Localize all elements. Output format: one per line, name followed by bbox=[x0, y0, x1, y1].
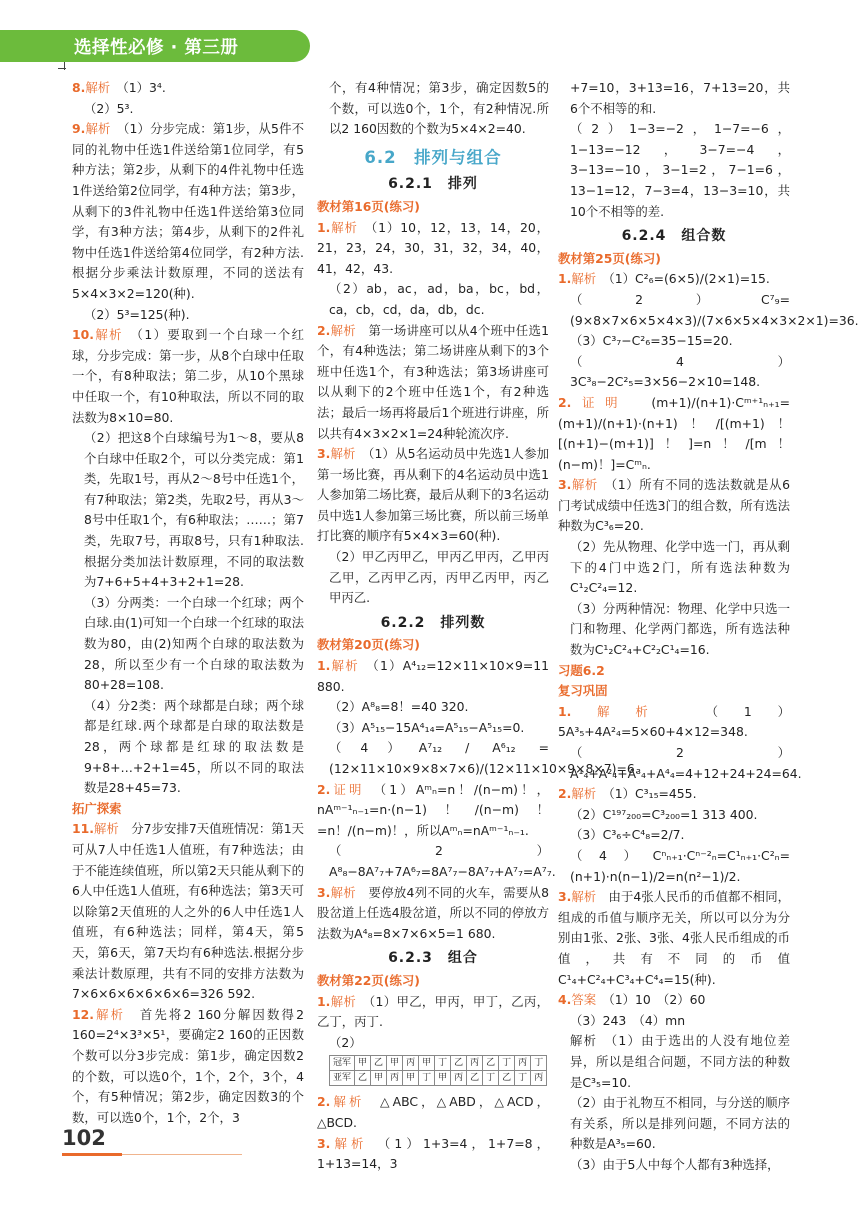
header-banner bbox=[0, 30, 310, 62]
answer-continuation: （3）C³₆÷C⁴₈=2/7. bbox=[570, 827, 685, 843]
answer-text: （1）所有不同的选法数就是从6门考试成绩中任选3门的组合数，所有选法种数为C³₆=20. bbox=[558, 477, 790, 534]
answer-label: 解析 bbox=[85, 80, 123, 95]
table-row bbox=[330, 1056, 547, 1071]
table-cell: 冠军 bbox=[330, 1056, 355, 1071]
answer-label: 解析 bbox=[571, 786, 609, 802]
subsection-heading: 6.2.3 组合 bbox=[388, 950, 478, 967]
page-number-underline bbox=[62, 1153, 122, 1156]
answer-text: （1）1+3=4，1+7=8，1+13=14，3 bbox=[317, 1135, 549, 1172]
answer-number: 3. bbox=[558, 889, 572, 905]
answer-continuation: （2）ab，ac，ad，ba，bc，bd，ca，cb，cd，da，db，dc. bbox=[329, 281, 549, 317]
answer-item bbox=[317, 992, 549, 1033]
match-table bbox=[329, 1055, 547, 1086]
table-cell: 丙 bbox=[387, 1071, 403, 1086]
answer-label: 解析 bbox=[330, 219, 372, 235]
answer-item bbox=[558, 475, 790, 537]
answer-text: （1）Aᵐₙ=n！/(n−m)！，nAᵐ⁻¹ₙ₋₁=n·(n−1)！/(n−m)！=n！/(n−m)！，所以Aᵐₙ=nAᵐ⁻¹ₙ₋₁. bbox=[317, 781, 549, 838]
table-cell: 乙 bbox=[371, 1056, 387, 1071]
answer-number: 3. bbox=[317, 1135, 331, 1151]
answer-label: 解析 bbox=[330, 1135, 385, 1151]
table-cell: 丁 bbox=[515, 1071, 531, 1086]
answer-continuation: （2）1−3=−2，1−7=−6，1−13=−12，3−7=−4，3−13=−10，3−1=2，7−1=6，13−1=12，7−3=4，13−3=10，共10个不相等的差. bbox=[570, 121, 790, 219]
table-cell: 丁 bbox=[435, 1056, 451, 1071]
answer-item bbox=[317, 1134, 549, 1175]
answer-number: 2. bbox=[558, 394, 572, 410]
table-cell: 丁 bbox=[499, 1056, 515, 1071]
table-cell: 丁 bbox=[483, 1071, 499, 1086]
table-cell: 乙 bbox=[451, 1056, 467, 1071]
answer-number: 3. bbox=[317, 446, 331, 462]
answer-text: （1）要取到一个白球一个红球，分步完成：第一步，从8个白球中任取一个，有8种取法；第二步，从10个黑球中任取一个，有10种取法，所以不同的取法数为8×10=80. bbox=[72, 327, 304, 425]
answer-continuation: （2）5³. bbox=[84, 100, 134, 116]
answer-continuation: （3）A⁵₁₅−15A⁴₁₄=A⁵₁₅−A⁵₁₅=0. bbox=[329, 719, 525, 735]
answer-text: （1）3⁴. bbox=[122, 80, 166, 95]
answer-continuation: （3）分两种情况：物理、化学中只选一门和物理、化学两门都选，所有选法种数为C¹₂C²₄+C²₂C¹₄=16. bbox=[570, 600, 790, 658]
book-title: 选择性必修 · 第三册 bbox=[74, 38, 239, 58]
answer-number: 9. bbox=[72, 121, 86, 137]
answer-label: 解析 bbox=[330, 1094, 380, 1110]
answer-continuation: （3）C³₇−C²₆=35−15=20. bbox=[570, 333, 733, 349]
answer-item bbox=[317, 883, 549, 945]
answer-label: 解析 bbox=[330, 322, 369, 338]
answer-number: 1. bbox=[317, 219, 331, 235]
column-right bbox=[558, 78, 859, 1175]
answer-item bbox=[72, 325, 304, 428]
answer-continuation: （4）A⁷₁₂ / A⁶₁₂ = (12×11×10×9×8×7×6)/(12×11×10×9×8×7)=6. bbox=[329, 740, 639, 776]
answer-item bbox=[317, 218, 549, 280]
subsection-heading: 6.2.4 组合数 bbox=[621, 228, 727, 245]
answer-text: （1）C³₁₅=455. bbox=[608, 786, 697, 802]
exercise-label: 习题6.2 bbox=[558, 662, 605, 678]
page-number: 102 bbox=[62, 1126, 106, 1150]
table-cell: 乙 bbox=[499, 1071, 515, 1086]
column-left bbox=[72, 78, 304, 1128]
answer-label: 解析 bbox=[571, 271, 609, 287]
footer-rule bbox=[122, 1154, 242, 1155]
exercise-label: 拓广探索 bbox=[72, 800, 122, 816]
answer-continuation: （2）A¹₄+A²₄+A³₄+A⁴₄=4+12+24+24=64. bbox=[570, 745, 802, 781]
table-cell: 亚军 bbox=[330, 1071, 355, 1086]
subsection-heading: 6.2.2 排列数 bbox=[380, 614, 486, 631]
exercise-label: 复习巩固 bbox=[558, 683, 608, 699]
answer-label: 解析 bbox=[571, 703, 712, 719]
answer-continuation: （4）Cⁿₙ₊₁·Cⁿ⁻²ₙ=C¹ₙ₊₁·C²ₙ=(n+1)·n(n−1)/2=n(n²−1)/2. bbox=[570, 847, 790, 884]
table-cell: 乙 bbox=[467, 1071, 483, 1086]
answer-label: 解析 bbox=[330, 446, 369, 462]
answer-item bbox=[558, 269, 790, 290]
answer-label: 解析 bbox=[85, 121, 124, 137]
answer-item bbox=[72, 819, 304, 1004]
answer-label: 解析 bbox=[330, 993, 369, 1009]
answer-label: 解析 bbox=[93, 821, 132, 837]
table-cell: 甲 bbox=[403, 1071, 419, 1086]
table-cell: 丙 bbox=[531, 1071, 547, 1086]
answer-continuation: （2）把这8个白球编号为1～8，要从8个白球中任取2个，可以分类完成：第1类，先取1号，再从2～8号中任选1个，有7种取法；第2类，先取2号，再从3～8号中任取1个，有6种取法；……；第7类，先取7号，再取8号，只有1种取法.根据分类加法计数原理，不同的取法数为7+6+5+4+3+2+1=28. bbox=[84, 430, 304, 590]
exercise-label: 教材第16页(练习) bbox=[317, 198, 420, 214]
answer-continuation: 个，有4种情况；第3步，确定因数5的个数，可以选0个，1个，有2种情况.所以2 160因数的个数为5×4×2=40. bbox=[329, 80, 549, 137]
crop-mark bbox=[64, 62, 65, 70]
table-cell: 甲 bbox=[387, 1056, 403, 1071]
answer-item bbox=[317, 444, 549, 547]
answer-item bbox=[72, 1005, 304, 1129]
answer-item bbox=[317, 321, 549, 445]
answer-text: (m+1)/(n+1)·Cᵐ⁺¹ₙ₊₁=(m+1)/(n+1)·(n+1)！/[(m+1)！[(n+1)−(m+1)]！]=n！/[m！(n−m)！]=Cᵐₙ. bbox=[558, 394, 790, 472]
table-cell: 乙 bbox=[355, 1071, 371, 1086]
answer-number: 3. bbox=[317, 884, 331, 900]
answer-text: 首先将2 160分解因数得2 160=2⁴×3³×5¹，要确定2 160的正因数个数可以分3步完成：第1步，确定因数2的个数，可以选0个，1个，2个，3个，4个，有5种情况；第2步，确定因数3的个数，可以选0个，1个，2个，3 bbox=[72, 1006, 305, 1125]
answer-label: 证明 bbox=[330, 781, 380, 797]
table-cell: 丙 bbox=[515, 1056, 531, 1071]
table-cell: 甲 bbox=[435, 1071, 451, 1086]
answer-number: 10. bbox=[72, 327, 94, 343]
answer-number: 2. bbox=[558, 786, 572, 802]
answer-item bbox=[72, 119, 304, 304]
answer-item bbox=[558, 887, 790, 990]
answer-continuation: （2）C¹⁹⁷₂₀₀=C³₂₀₀=1 313 400. bbox=[570, 806, 758, 822]
answer-label: 解析 bbox=[93, 327, 137, 343]
answer-label: 解析 bbox=[571, 889, 609, 905]
answer-number: 1. bbox=[317, 993, 331, 1009]
answer-continuation: （3）由于5人中每个人都有3种选择， bbox=[570, 1156, 780, 1172]
answer-text: （1）A⁴₁₂=12×11×10×9=11 880. bbox=[317, 658, 550, 694]
answer-continuation: （2）C⁷₉=(9×8×7×6×5×4×3)/(7×6×5×4×3×2×1)=36. bbox=[570, 291, 859, 328]
exercise-label: 教材第22页(练习) bbox=[317, 972, 420, 988]
answer-number: 12. bbox=[72, 1006, 94, 1022]
answer-text: 要停放4列不同的火车，需要从8股岔道上任选4股岔道，所以不同的停放方法数为A⁴₈=8×7×6×5=1 680. bbox=[317, 884, 549, 941]
table-cell: 丙 bbox=[451, 1071, 467, 1086]
answer-number: 1. bbox=[558, 703, 572, 719]
answer-number: 2. bbox=[317, 322, 331, 338]
answer-text: （1）从5名运动员中先选1人参加第一场比赛，再从剩下的4名运动员中选1人参加第二场比赛，最后从剩下的3名运动员中选1人参加第三场比赛，所以前三场单打比赛的顺序有5×4×3=60(种). bbox=[317, 446, 549, 544]
answer-number: 8. bbox=[72, 80, 86, 95]
table-cell: 丙 bbox=[403, 1056, 419, 1071]
answer-item bbox=[72, 78, 304, 99]
answer-number: 2. bbox=[317, 1094, 331, 1110]
answer-number: 4. bbox=[558, 992, 572, 1008]
answer-number: 11. bbox=[72, 821, 94, 837]
answer-continuation: 解析 （1）由于选出的人没有地位差异，所以是组合问题，不同方法的种数是C³₅=10. bbox=[570, 1033, 790, 1090]
answer-number: 1. bbox=[558, 271, 572, 287]
answer-item bbox=[317, 656, 549, 697]
answer-item bbox=[558, 784, 790, 805]
answer-continuation: +7=10，3+13=16，7+13=20，共6个不相等的和. bbox=[570, 80, 790, 116]
table-cell: 甲 bbox=[371, 1071, 387, 1086]
table-cell: 乙 bbox=[483, 1056, 499, 1071]
answer-label: 解析 bbox=[330, 658, 373, 674]
answer-label: 答案 bbox=[571, 992, 609, 1008]
table-cell: 丙 bbox=[467, 1056, 483, 1071]
answer-number: 2. bbox=[317, 781, 331, 797]
answer-label: 解析 bbox=[330, 884, 369, 900]
answer-text: 分7步安排7天值班情况：第1天可从7人中任选1人值班，有7种选法；由于不能连续值班，所以第2天只能从剩下的6人中任选1人值班，有6种选法；第3天可以除第2天值班的人之外的6人中任选1人值班，有6种选法；同样，第4天，第5天，第6天，第7天均有6种选法.根据分步乘法计数原理，共有不同的安排方法数为7×6×6×6×6×6×6=326 592. bbox=[72, 821, 305, 1002]
answer-item bbox=[317, 780, 549, 842]
table-cell: 甲 bbox=[419, 1056, 435, 1071]
answer-continuation: （2）A⁸₈=8！=40 320. bbox=[329, 699, 469, 715]
answer-item bbox=[317, 1092, 549, 1133]
answer-continuation: （4）3C³₈−2C²₅=3×56−2×10=148. bbox=[570, 353, 790, 390]
answer-continuation: （2） bbox=[329, 1034, 362, 1050]
table-cell: 甲 bbox=[355, 1056, 371, 1071]
table-row bbox=[330, 1071, 547, 1086]
answer-item bbox=[558, 990, 790, 1011]
subsection-heading: 6.2.1 排列 bbox=[388, 176, 478, 193]
answer-continuation: （2）先从物理、化学中选一门，再从剩下的4门中选2门，所有选法种数为C¹₂C²₄=12. bbox=[570, 539, 790, 596]
answer-continuation: （2）A⁸₈−8A⁷₇+7A⁶₇=8A⁷₇−8A⁷₇+A⁷₇=A⁷₇. bbox=[329, 843, 556, 879]
answer-label: 解析 bbox=[571, 477, 611, 493]
answer-text: △ABC，△ABD，△ACD，△BCD. bbox=[317, 1094, 550, 1130]
answer-item bbox=[558, 702, 790, 743]
answer-text: （1）分步完成：第1步，从5件不同的礼物中任选1件送给第1位同学，有5种方法；第2步，从剩下的4件礼物中任选1件送给第2位同学，有4种方法；第3步，从剩下的3件礼物中任选1件送给第3位同学，有3种方法；第4步，从剩下的2件礼物中任选1件送给第4位同学，有2种方法.根据分步乘法计数原理，不同的送法有5×4×3×2=120(种). bbox=[72, 121, 304, 301]
answer-text: （1）10，12，13，14，20，21，23，24，30，31，32，34，40，41，42，43. bbox=[317, 219, 549, 276]
table-cell: 丁 bbox=[419, 1071, 435, 1086]
answer-continuation: （2）由于礼物互不相同，与分送的顺序有关系，所以是排列问题，不同方法的种数是A³₅=60. bbox=[570, 1095, 790, 1152]
answer-text: 由于4张人民币的币值都不相同，组成的币值与顺序无关，所以可以分为分别由1张、2张、3张、4张人民币组成的币值，共有不同的币值C¹₄+C²₄+C³₄+C⁴₄=15(种). bbox=[558, 889, 790, 987]
answer-text: （1）甲乙，甲丙，甲丁，乙丙，乙丁，丙丁. bbox=[317, 993, 549, 1030]
answer-label: 证明 bbox=[571, 394, 652, 410]
answer-text: （1）5A³₅+4A²₄=5×60+4×12=348. bbox=[558, 703, 790, 740]
answer-text: （1）C²₆=(6×5)/(2×1)=15. bbox=[608, 271, 770, 287]
answer-continuation: （4）分2类：两个球都是白球；两个球都是红球.两个球都是白球的取法数是28，两个球都是红球的取法数是9+8+…+2+1=45，所以不同的取法数是28+45=73. bbox=[84, 697, 304, 796]
exercise-label: 教材第25页(练习) bbox=[558, 250, 661, 266]
answer-text: （1）10 （2）60 bbox=[608, 992, 706, 1008]
answer-text: 第一场讲座可以从4个班中任选1个，有4种选法；第二场讲座从剩下的3个班中任选1个，有3种选法；第3场讲座可以从剩下的2个班中任选1个，有2种选法；最后一场再将最后1个班进行讲座，所以共有4×3×2×1=24种轮流次序. bbox=[317, 322, 549, 441]
answer-continuation: （2）甲乙丙甲乙，甲丙乙甲丙，乙甲丙乙甲，乙丙甲乙丙，丙甲乙丙甲，丙乙甲丙乙. bbox=[329, 549, 549, 606]
answer-label: 解析 bbox=[93, 1006, 140, 1022]
answer-continuation: （3）分两类：一个白球一个红球；两个白球.由(1)可知一个白球一个红球的取法数为80，由(2)知两个白球的取法数为28，所以至少有一个白球的取法数为80+28=108. bbox=[84, 594, 304, 693]
section-heading: 6.2 排列与组合 bbox=[364, 147, 502, 167]
answer-item bbox=[558, 393, 790, 475]
answer-continuation: （3）243 （4）mn bbox=[570, 1012, 686, 1028]
answer-number: 3. bbox=[558, 477, 572, 493]
exercise-label: 教材第20页(练习) bbox=[317, 637, 420, 653]
answer-number: 1. bbox=[317, 658, 331, 674]
table-cell: 丁 bbox=[531, 1056, 547, 1071]
answer-continuation: （2）5³=125(种). bbox=[84, 306, 190, 322]
